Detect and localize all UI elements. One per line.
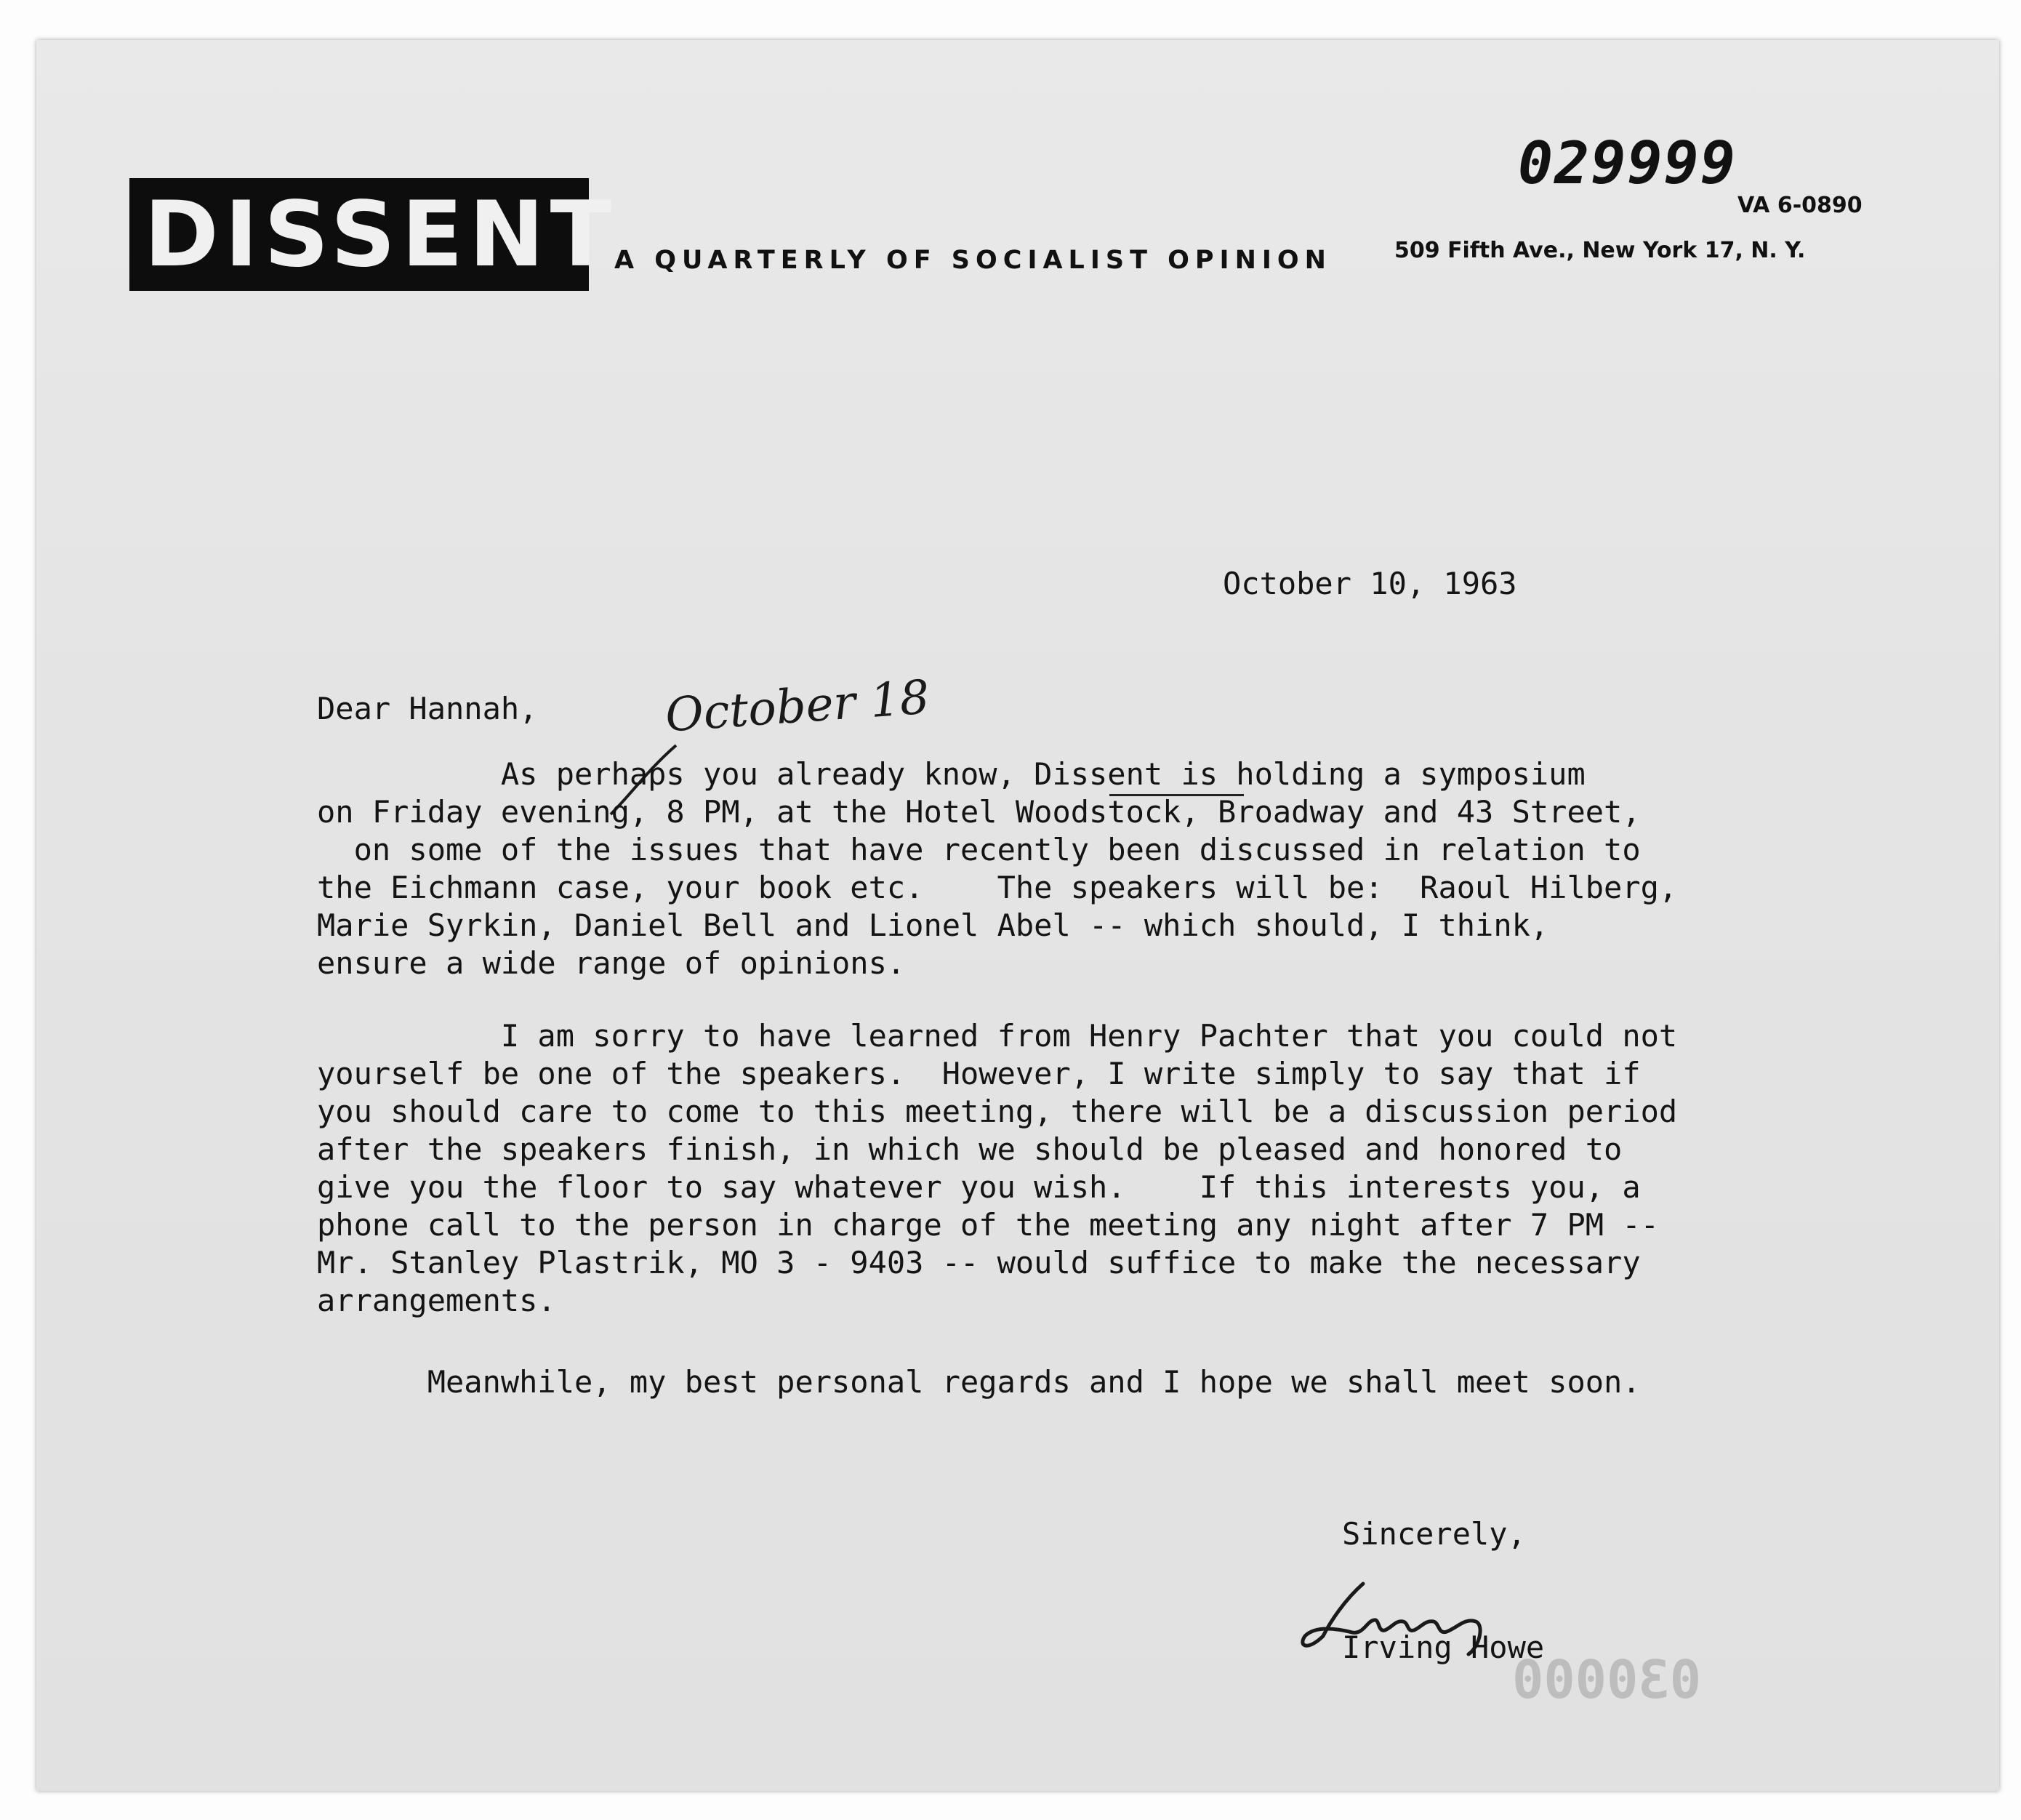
paragraph-3: Meanwhile, my best personal regards and I hope we shall meet soon. [317, 1364, 1641, 1400]
handwritten-annotation: October 18 [663, 670, 931, 743]
dissent-logo [129, 178, 618, 291]
paragraph-1-line-5: Marie Syrkin, Daniel Bell and Lionel Abel -- which should, I think, [317, 907, 1549, 943]
paragraph-2-line-3: you should care to come to this meeting, there will be a discussion period [317, 1094, 1678, 1129]
letter-date: October 10, 1963 [1223, 566, 1517, 601]
closing: Sincerely, [1342, 1516, 1526, 1552]
paragraph-2-line-7: Mr. Stanley Plastrik, MO 3 - 9403 -- would suffice to make the necessary [317, 1245, 1641, 1280]
salutation: Dear Hannah, [317, 691, 538, 726]
paragraph-1-line-6: ensure a wide range of opinions. [317, 945, 906, 981]
paragraph-2-line-4: after the speakers finish, in which we should be pleased and honored to [317, 1131, 1623, 1167]
paragraph-1-line-1: As perhaps you already know, Dissent is holding a symposium [317, 756, 1586, 792]
serial-number: 029999 [1518, 129, 1737, 197]
paragraph-2-line-2: yourself be one of the speakers. However, I write simply to say that if [317, 1056, 1641, 1091]
paragraph-1-line-2: on Friday evening, 8 PM, at the Hotel Woodstock, Broadway and 43 Street, [317, 794, 1641, 830]
paragraph-2-line-8: arrangements. [317, 1283, 556, 1318]
letterhead-tagline: A QUARTERLY OF SOCIALIST OPINION [614, 246, 1332, 275]
paragraph-2-line-6: phone call to the person in charge of the meeting any night after 7 PM -- [317, 1207, 1659, 1243]
phone-number: VA 6-0890 [1737, 193, 1863, 218]
bleed-through-serial: 030000 [1512, 1649, 1702, 1710]
signer-name: Irving Howe [1342, 1629, 1545, 1665]
paragraph-2-line-5: give you the floor to say whatever you wish. If this interests you, a [317, 1169, 1641, 1205]
paragraph-1-line-3: on some of the issues that have recently been discussed in relation to [317, 832, 1641, 867]
logo-text: DISSENT [144, 183, 618, 287]
paragraph-2-line-1: I am sorry to have learned from Henry Pachter that you could not [317, 1018, 1678, 1054]
paragraph-1-line-4: the Eichmann case, your book etc. The speakers will be: Raoul Hilberg, [317, 870, 1678, 905]
letterhead-address: 509 Fifth Ave., New York 17, N. Y. [1394, 238, 1806, 263]
